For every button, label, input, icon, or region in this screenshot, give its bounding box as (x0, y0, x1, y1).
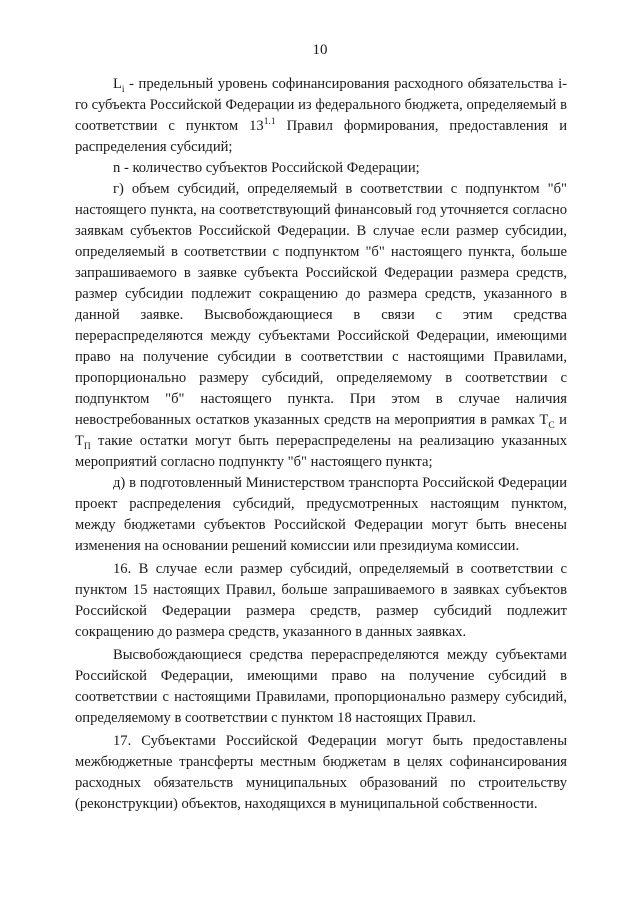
point-superscript: 1.1 (263, 117, 276, 128)
symbol-l: L (113, 76, 122, 92)
paragraph-point-17: 17. Субъектами Российской Федерации могут быть предоставлены межбюджетные трансферты местным бюджетам в целях софинансирования расходных обязательств муниципальных образований по строительству (реконструкции) объектов, находящихся в муниципальной собственности. (75, 733, 567, 812)
paragraph-limit-level (75, 74, 567, 158)
paragraph-text: такие остатки могут быть перераспределены на реализацию указанных мероприятий согласно подпункту "б" настоящего пункта; (75, 433, 567, 470)
paragraph-point-16: 16. В случае если размер субсидий, определяемый в соответствии с пунктом 15 настоящих Правил, больше запрашиваемого в заявках субъектов Российской Федерации размера средств, размер субсидий подлежит сокращению до размера средств, указанного в данных заявках. (75, 561, 567, 640)
paragraph-text: Правил формирования, предоставления и распределения субсидий; (75, 118, 568, 155)
paragraph-n-definition: n - количество субъектов Российской Федерации; (113, 160, 420, 176)
paragraph-subpoint-g (75, 179, 567, 473)
subscript-p: П (83, 441, 91, 452)
document-body (75, 74, 567, 815)
paragraph-text: - предельный уровень софинансирования расходного обязательства i-го субъекта Российской Федерации из федерального бюджета, определяемый в соответствии с пунктом 13 (75, 76, 567, 134)
subscript-c: C (548, 420, 555, 431)
paragraph-text: г) объем субсидий, определяемый в соответствии с подпунктом "б" настоящего пункта, на соответствующий финансовый год уточняется согласно заявкам субъектов Российской Федерации. В случае если размер субсидии, определяемый в соответствии с подпунктом "б" настоящего пункта, больше запрашиваемого в заявке субъекта Российской Федерации размера средств, размер субсидии подлежит сокращению до размера средств, указанного в данной заявке. Высвобождающиеся в связи с этим средства перераспределяются между субъектами Российской Федерации, имеющими право на получение субсидии в соответствии с настоящими Правилами, пропорционально размеру субсидий, определяемому в соответствии с подпунктом "б" настоящего пункта. (75, 181, 567, 407)
paragraph-subpoint-d: д) в подготовленный Министерством транспорта Российской Федерации проект распределения субсидий, предусмотренных настоящим пунктом, между бюджетами субъектов Российской Федерации могут быть внесены изменения на основании решений комиссии или президиума комиссии. (75, 475, 567, 554)
symbol-l-subscript: i (121, 84, 125, 95)
paragraph-redistribution: Высвобождающиеся средства перераспределяются между субъектами Российской Федерации, имеющими право на получение субсидий в соответствии с настоящими Правилами, пропорционально размеру субсидий, определяемому в соответствии с пунктом 18 настоящих Правил. (75, 647, 567, 726)
paragraph-text: и T (75, 412, 567, 449)
paragraph-text: При этом в случае наличия невостребованных остатков указанных средств на мероприятия в рамках T (75, 391, 567, 428)
page-number: 10 (312, 42, 328, 58)
